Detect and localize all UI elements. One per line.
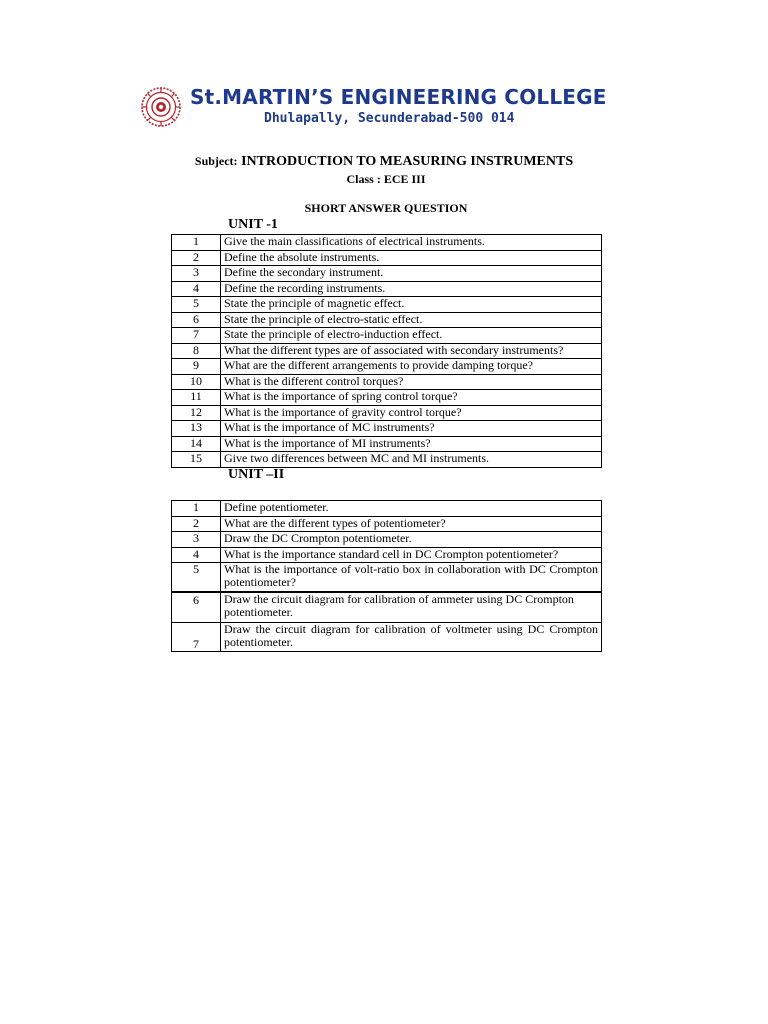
question-number: 2 bbox=[172, 516, 221, 532]
table-row bbox=[172, 297, 602, 313]
question-text: What are the different types of potentiometer? bbox=[221, 516, 602, 532]
unit-1-question-table bbox=[171, 234, 602, 468]
table-row bbox=[172, 623, 602, 652]
table-row bbox=[172, 452, 602, 468]
table-row bbox=[172, 547, 602, 563]
question-number: 6 bbox=[172, 312, 221, 328]
question-number: 7 bbox=[172, 623, 221, 652]
question-number: 1 bbox=[172, 235, 221, 251]
subject-line bbox=[0, 154, 768, 170]
question-text: State the principle of electro-static effect. bbox=[221, 312, 602, 328]
college-name: St.MARTIN’S ENGINEERING COLLEGE bbox=[190, 85, 607, 109]
table-row bbox=[172, 359, 602, 375]
question-text: What is the different control torques? bbox=[221, 374, 602, 390]
question-number: 6 bbox=[172, 592, 221, 623]
question-text: What is the importance of gravity control torque? bbox=[221, 405, 602, 421]
table-row bbox=[172, 281, 602, 297]
table-row bbox=[172, 328, 602, 344]
question-text: Draw the circuit diagram for calibration of ammeter using DC Crompton potentiometer. bbox=[221, 592, 602, 623]
question-text: What is the importance of MC instruments? bbox=[221, 421, 602, 437]
table-row bbox=[172, 250, 602, 266]
question-text: Define potentiometer. bbox=[221, 501, 602, 517]
question-number: 3 bbox=[172, 532, 221, 548]
table-row bbox=[172, 390, 602, 406]
table-row bbox=[172, 405, 602, 421]
college-address: Dhulapally, Secunderabad-500 014 bbox=[264, 111, 515, 126]
question-number: 4 bbox=[172, 547, 221, 563]
class-line: Class : ECE III bbox=[346, 172, 426, 186]
question-text: Draw the circuit diagram for calibration of voltmeter using DC Crompton potentiometer. bbox=[221, 623, 602, 652]
table-row bbox=[172, 343, 602, 359]
table-row bbox=[172, 235, 602, 251]
college-header bbox=[140, 84, 610, 130]
table-row bbox=[172, 266, 602, 282]
question-text: What are the different arrangements to provide damping torque? bbox=[221, 359, 602, 375]
section-title: SHORT ANSWER QUESTION bbox=[304, 201, 468, 215]
question-text: Give the main classifications of electrical instruments. bbox=[221, 235, 602, 251]
question-number: 2 bbox=[172, 250, 221, 266]
question-number: 3 bbox=[172, 266, 221, 282]
unit-2-question-table bbox=[171, 500, 602, 652]
question-text: Define the recording instruments. bbox=[221, 281, 602, 297]
question-number: 5 bbox=[172, 563, 221, 593]
table-row bbox=[172, 516, 602, 532]
question-number: 4 bbox=[172, 281, 221, 297]
subject-label: Subject: bbox=[194, 154, 238, 168]
question-number: 5 bbox=[172, 297, 221, 313]
table-row bbox=[172, 421, 602, 437]
table-row bbox=[172, 374, 602, 390]
question-number: 10 bbox=[172, 374, 221, 390]
question-text: What is the importance of spring control torque? bbox=[221, 390, 602, 406]
table-row bbox=[172, 436, 602, 452]
question-number: 12 bbox=[172, 405, 221, 421]
table-row bbox=[172, 532, 602, 548]
question-text: Give two differences between MC and MI instruments. bbox=[221, 452, 602, 468]
question-number: 13 bbox=[172, 421, 221, 437]
question-text: State the principle of electro-induction effect. bbox=[221, 328, 602, 344]
question-number: 1 bbox=[172, 501, 221, 517]
table-row bbox=[172, 592, 602, 623]
question-text: Define the secondary instrument. bbox=[221, 266, 602, 282]
college-emblem-icon bbox=[140, 86, 182, 128]
question-text: What is the importance standard cell in DC Crompton potentiometer? bbox=[221, 547, 602, 563]
question-number: 7 bbox=[172, 328, 221, 344]
question-text: Draw the DC Crompton potentiometer. bbox=[221, 532, 602, 548]
unit-1-heading: UNIT -1 bbox=[228, 217, 278, 232]
question-text: What is the importance of MI instruments? bbox=[221, 436, 602, 452]
question-text: State the principle of magnetic effect. bbox=[221, 297, 602, 313]
question-number: 11 bbox=[172, 390, 221, 406]
unit-2-heading: UNIT –II bbox=[228, 467, 285, 482]
question-number: 15 bbox=[172, 452, 221, 468]
table-row bbox=[172, 501, 602, 517]
question-text: Define the absolute instruments. bbox=[221, 250, 602, 266]
question-number: 8 bbox=[172, 343, 221, 359]
table-row bbox=[172, 563, 602, 593]
table-row bbox=[172, 312, 602, 328]
question-text: What is the importance of volt-ratio box in collaboration with DC Crompton potentiometer? bbox=[221, 563, 602, 593]
question-text: What the different types are of associated with secondary instruments? bbox=[221, 343, 602, 359]
question-number: 14 bbox=[172, 436, 221, 452]
question-number: 9 bbox=[172, 359, 221, 375]
subject-title: INTRODUCTION TO MEASURING INSTRUMENTS bbox=[241, 154, 574, 169]
